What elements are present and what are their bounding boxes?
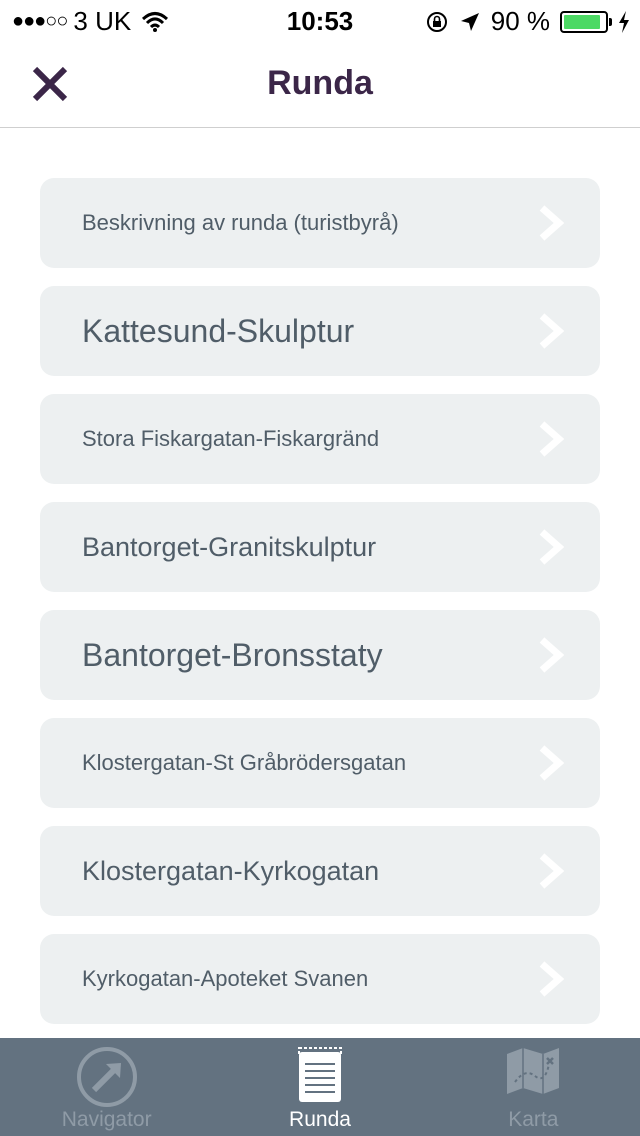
tab-label: Runda	[289, 1108, 351, 1131]
tab-label: Karta	[508, 1108, 559, 1131]
list-item[interactable]	[40, 178, 600, 268]
list-item[interactable]	[40, 610, 600, 700]
list-item[interactable]	[40, 394, 600, 484]
chevron-right-icon	[538, 313, 564, 349]
status-bar	[0, 0, 640, 40]
chevron-right-icon	[538, 421, 564, 457]
compass-arrow-icon	[76, 1046, 138, 1108]
chevron-right-icon	[538, 853, 564, 889]
list-item[interactable]	[40, 286, 600, 376]
chevron-right-icon	[538, 205, 564, 241]
battery-percent: 90 %	[490, 6, 550, 36]
tab-karta[interactable]	[427, 1038, 640, 1136]
tab-runda[interactable]	[213, 1038, 426, 1136]
list-item-label: Bantorget-Bronsstaty	[82, 636, 383, 673]
clock: 10:53	[286, 6, 354, 36]
navigation-bar	[0, 40, 640, 128]
status-right	[425, 6, 630, 37]
list-item-label: Klostergatan-Kyrkogatan	[82, 855, 380, 886]
chevron-right-icon	[538, 529, 564, 565]
list-item[interactable]	[40, 502, 600, 592]
tab-bar	[0, 1038, 640, 1136]
list-item[interactable]	[40, 718, 600, 808]
list-item-label: Kyrkogatan-Apoteket Svanen	[82, 966, 369, 991]
signal-strength: ●●●○○	[12, 10, 68, 32]
page-title: Runda	[267, 64, 373, 102]
route-list	[40, 178, 600, 1042]
list-item-label: Kattesund-Skulptur	[82, 312, 355, 349]
list-item[interactable]	[40, 934, 600, 1024]
charging-bolt-icon	[618, 11, 630, 33]
list-item-label: Klostergatan-St Gråbrödersgatan	[82, 750, 407, 775]
location-arrow-icon	[459, 11, 481, 33]
battery-icon	[560, 11, 608, 33]
list-item-label: Bantorget-Granitskulptur	[82, 531, 377, 562]
treasure-map-icon	[505, 1046, 561, 1096]
tab-label: Navigator	[61, 1108, 152, 1131]
list-item[interactable]	[40, 826, 600, 916]
rotation-lock-icon	[425, 10, 449, 34]
tab-navigator[interactable]	[0, 1038, 213, 1136]
notepad-icon	[297, 1046, 343, 1104]
list-item-label: Beskrivning av runda (turistbyrå)	[82, 210, 399, 235]
chevron-right-icon	[538, 961, 564, 997]
chevron-right-icon	[538, 745, 564, 781]
list-item-label: Stora Fiskargatan-Fiskargränd	[82, 426, 380, 451]
battery-fill	[564, 15, 600, 29]
chevron-right-icon	[538, 637, 564, 673]
carrier-name: 3 UK	[73, 6, 132, 36]
